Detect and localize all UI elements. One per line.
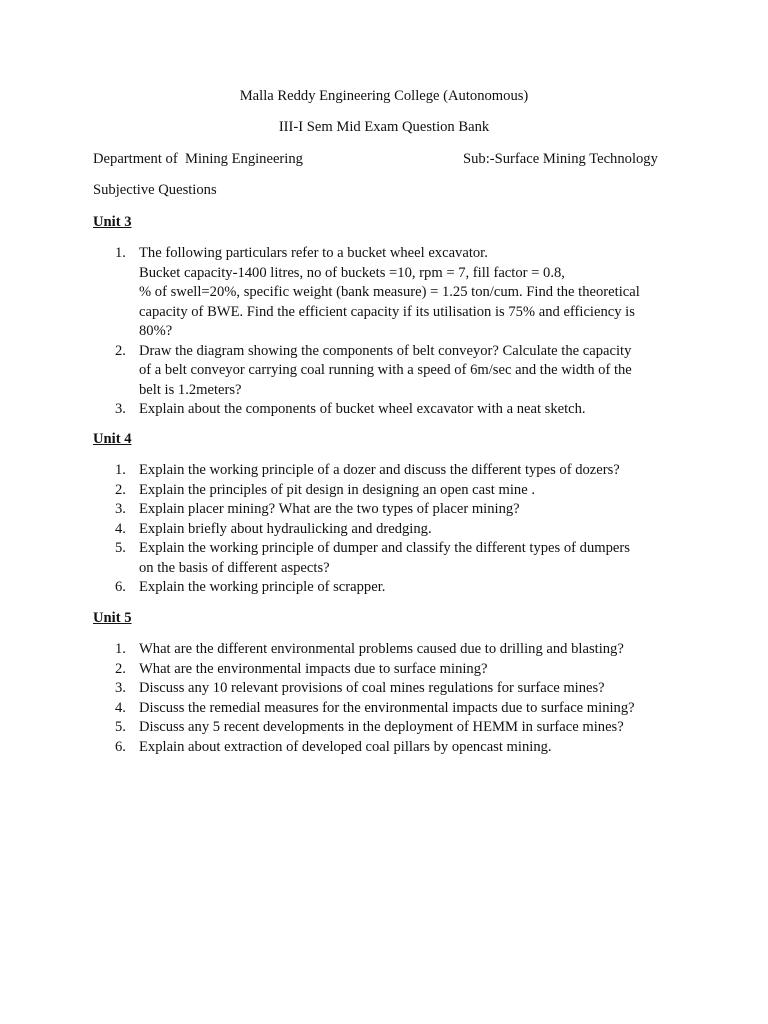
list-item	[93, 640, 683, 660]
list-item	[93, 738, 683, 758]
question-text: Draw the diagram showing the components of belt conveyor? Calculate the capacity	[139, 342, 632, 359]
question-number: 4.	[115, 699, 126, 716]
list-item	[93, 699, 683, 719]
question-number: 2.	[115, 342, 126, 359]
question-number: 5.	[115, 540, 126, 556]
list-item	[93, 539, 683, 578]
question-text: What are the environmental impacts due to surface mining?	[139, 660, 488, 677]
question-text: Explain placer mining? What are the two types of placer mining?	[139, 501, 520, 517]
subject-label: Sub:-Surface Mining Technology	[463, 151, 658, 167]
list-item	[93, 481, 683, 501]
list-item	[93, 342, 683, 401]
list-item	[93, 578, 683, 598]
question-number: 6.	[115, 738, 126, 755]
list-item	[93, 461, 683, 481]
question-text: Discuss any 10 relevant provisions of coal mines regulations for surface mines?	[139, 680, 605, 696]
list-item	[93, 520, 683, 540]
question-number: 3.	[115, 401, 126, 417]
question-text: Explain the principles of pit design in designing an open cast mine .	[139, 481, 535, 498]
question-text: Explain about extraction of developed coal pillars by opencast mining.	[139, 738, 552, 755]
unit-heading: Unit 4	[93, 431, 132, 447]
question-number: 2.	[115, 481, 126, 498]
question-text: What are the different environmental problems caused due to drilling and blasting?	[139, 641, 624, 657]
question-number: 1.	[115, 462, 126, 478]
list-item	[93, 718, 683, 738]
list-item	[93, 679, 683, 699]
question-text: Discuss any 5 recent developments in the deployment of HEMM in surface mines?	[139, 719, 624, 735]
question-text: Explain about the components of bucket wheel excavator with a neat sketch.	[139, 401, 586, 417]
question-text: 80%?	[139, 323, 173, 339]
question-number: 1.	[115, 245, 126, 261]
exam-title: III-I Sem Mid Exam Question Bank	[278, 119, 490, 135]
question-number: 5.	[115, 719, 126, 735]
question-number: 1.	[115, 641, 126, 657]
question-number: 4.	[115, 520, 126, 537]
question-text: Explain briefly about hydraulicking and dredging.	[139, 520, 432, 537]
question-text: Explain the working principle of dumper and classify the different types of dumpers	[139, 540, 630, 556]
question-text: % of swell=20%, specific weight (bank measure) = 1.25 ton/cum. Find the theoretical	[139, 284, 640, 300]
question-list	[93, 244, 683, 420]
list-item	[93, 660, 683, 680]
question-number: 6.	[115, 579, 126, 595]
question-number: 3.	[115, 501, 126, 517]
question-number: 2.	[115, 660, 126, 677]
unit-heading: Unit 5	[93, 610, 132, 626]
section-label: Subjective Questions	[93, 182, 217, 198]
unit-heading: Unit 3	[93, 214, 132, 230]
question-text: capacity of BWE. Find the efficient capacity if its utilisation is 75% and efficiency is	[139, 303, 635, 320]
list-item	[93, 244, 683, 342]
list-item	[93, 400, 683, 420]
question-text: belt is 1.2meters?	[139, 381, 242, 398]
question-text: Explain the working principle of a dozer and discuss the different types of dozers?	[139, 462, 620, 478]
question-list	[93, 461, 683, 598]
question-text: The following particulars refer to a bucket wheel excavator.	[139, 245, 488, 261]
department-label: Department of Mining Engineering	[93, 151, 303, 167]
question-text: Bucket capacity-1400 litres, no of buckets =10, rpm = 7, fill factor = 0.8,	[139, 264, 565, 281]
question-text: on the basis of different aspects?	[139, 559, 330, 576]
list-item	[93, 500, 683, 520]
college-title: Malla Reddy Engineering College (Autonomous)	[239, 88, 529, 104]
question-number: 3.	[115, 680, 126, 696]
question-text: Explain the working principle of scrapper.	[139, 579, 386, 595]
question-text: Discuss the remedial measures for the environmental impacts due to surface mining?	[139, 699, 635, 716]
question-list	[93, 640, 683, 757]
question-text: of a belt conveyor carrying coal running with a speed of 6m/sec and the width of the	[139, 362, 632, 378]
